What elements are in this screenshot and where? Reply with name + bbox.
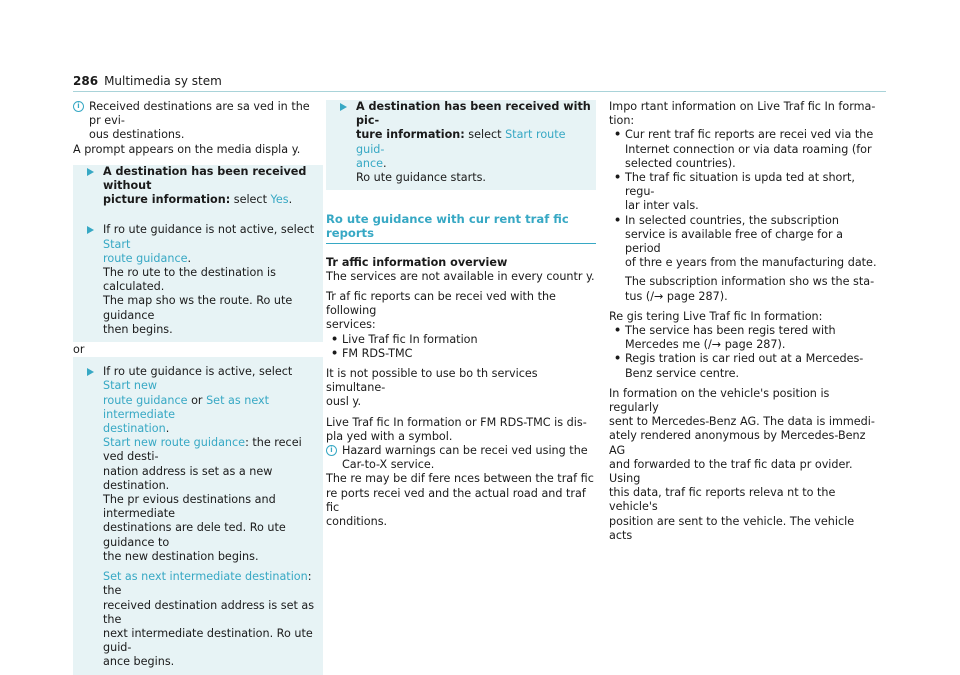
note-line: ous destinations.	[89, 128, 185, 142]
note-line: Car-to-X service.	[342, 458, 435, 472]
paragraph: this data, traf fic reports releva nt to the vehicle's	[609, 486, 836, 514]
note-block	[73, 100, 323, 143]
paragraph: Live Traf fic In formation or FM RDS-TMC is dis-	[326, 415, 587, 429]
step-title: ture information:	[356, 128, 465, 142]
list-item-line: • In selected countries, the subscription	[625, 213, 839, 227]
step-block: If ro ute guidance is active, select Start new route guidance or Set as next intermediate destination. Start new route guidance: the recei ved desti- nation address is set as a new destination. The pr evious destinations and intermediate destinations are dele ted. Ro ute guidance to the new destination begins. Set as next intermediate destination: the received destination address is set as the next intermediate destination. Ro ute guid- ance begins.	[73, 357, 323, 674]
or-label: or	[73, 343, 85, 357]
list-item: • FM RDS-TMC	[326, 347, 596, 361]
paragraph: Re gis tering Live Traf fic In formation:	[609, 309, 823, 323]
list-item	[609, 128, 879, 171]
step-body: ance begins.	[103, 655, 175, 669]
destination-link[interactable]: destination	[103, 422, 166, 436]
registration-list	[609, 324, 879, 381]
paragraph: position are sent to the vehicle. The vehicle acts	[609, 514, 855, 542]
list-item-line: Benz service centre.	[625, 366, 740, 380]
start-new-link[interactable]: Start new	[103, 379, 158, 393]
set-intermediate-link[interactable]: Set as next intermediate	[103, 393, 270, 421]
set-next-intermediate-link[interactable]: Set as next intermediate destination	[103, 570, 308, 584]
step-text: If ro ute guidance is not active, select	[103, 223, 315, 237]
paragraph: Impo rtant information on Live Traf fic In forma-	[609, 100, 876, 113]
note-line: Hazard warnings can be recei ved using the	[342, 444, 588, 458]
step-text: select	[233, 193, 267, 207]
list-item	[609, 171, 879, 214]
sub-heading: Tr affic information overview	[326, 255, 508, 269]
route-guidance-link[interactable]: route guidance	[103, 251, 188, 265]
step-body: Ro ute guidance starts.	[356, 171, 486, 185]
list-item-line: selected countries).	[625, 156, 736, 170]
paragraph: In formation on the vehicle's position is regularly	[609, 386, 830, 415]
paragraph: services:	[326, 318, 376, 332]
step-body: The map sho ws the route. Ro ute guidance	[103, 294, 293, 322]
list-item-line: • Regis tration is car ried out at a Mercedes-	[625, 352, 864, 366]
start-route-guidance-link[interactable]: Start route guid-	[356, 128, 566, 156]
step-title: A destination has been received with pic-	[356, 100, 591, 128]
step-text: select	[468, 128, 502, 142]
step-body: received destination address is set as the	[103, 598, 315, 626]
page-reference[interactable]: tus (/→ page 287).	[625, 289, 728, 303]
prompt-text: A prompt appears on the media displa y.	[73, 142, 301, 156]
page-number: 286	[73, 74, 99, 88]
step-body: : the	[103, 570, 312, 598]
list-item-line: service is available free of charge for a period	[625, 227, 843, 256]
step-body: destinations are dele ted. Ro ute guidance to	[103, 521, 286, 549]
step-body: next intermediate destination. Ro ute guid-	[103, 626, 313, 655]
list-item-line: • The service has been regis tered with	[625, 324, 836, 338]
paragraph: tion:	[609, 114, 635, 128]
start-route-guidance-link[interactable]: ance	[356, 156, 383, 170]
paragraph: pla yed with a symbol.	[326, 429, 453, 443]
step-title: A destination has been received without	[103, 164, 307, 193]
service-list	[326, 333, 596, 361]
step-arrow-icon	[87, 226, 94, 234]
step-block: A destination has been received with pic- ture information: select Start route guid- ance. Ro ute guidance starts.	[326, 100, 596, 190]
paragraph: ousl y.	[326, 395, 362, 409]
route-guidance-link[interactable]: route guidance	[103, 393, 188, 407]
page-reference[interactable]: Mercedes me (/→ page 287).	[625, 338, 786, 352]
step-body: nation address is set as a new destination.	[103, 464, 273, 492]
paragraph: sent to Mercedes-Benz AG. The data is immedi-	[609, 415, 875, 429]
column-3	[609, 100, 879, 543]
list-item-line: • Cur rent traf fic reports are recei ved via the	[625, 128, 874, 142]
list-item	[609, 324, 879, 352]
column-1	[73, 100, 323, 675]
paragraph: The re may be dif fere nces between the traf fic	[326, 472, 594, 486]
step-block: If ro ute guidance is not active, select Start route guidance. The ro ute to the destination is calculated. The map sho ws the route. Ro ute guidance then begins.	[73, 223, 323, 342]
step-body: The ro ute to the destination is calculated.	[103, 266, 276, 294]
list-item-line: • The traf fic situation is upda ted at short, regu-	[625, 171, 855, 199]
step-arrow-icon	[340, 103, 347, 111]
step-body: then begins.	[103, 322, 173, 336]
step-text: If ro ute guidance is active, select	[103, 365, 293, 379]
paragraph: It is not possible to use bo th services simultane-	[326, 367, 538, 395]
paragraph: Tr af fic reports can be recei ved with the following	[326, 290, 556, 318]
list-item	[609, 214, 879, 271]
step-arrow-icon	[87, 368, 94, 376]
start-link[interactable]: Start	[103, 237, 131, 251]
info-icon: i	[326, 445, 337, 456]
step-body: the new destination begins.	[103, 549, 259, 563]
subscription-info	[609, 275, 879, 303]
paragraph: The services are not available in every countr y.	[326, 269, 595, 283]
list-item-line: Internet connection or via data roaming (for	[625, 142, 872, 156]
section-heading: Ro ute guidance with cur rent traf fic reports	[326, 212, 596, 243]
paragraph: re ports recei ved and the actual road and traf fic	[326, 486, 586, 514]
step-body: The pr evious destinations and intermediate	[103, 493, 276, 521]
column-2	[326, 100, 596, 529]
page-header	[73, 74, 222, 88]
header-rule	[73, 91, 886, 92]
step-block: A destination has been received without picture information: select Yes.	[73, 165, 323, 213]
paragraph: conditions.	[326, 515, 388, 529]
yes-link[interactable]: Yes	[270, 193, 289, 207]
list-item	[609, 352, 879, 380]
info-list	[609, 128, 879, 270]
step-title: picture information:	[103, 193, 231, 207]
note-line: Received destinations are sa ved in the pr evi-	[89, 100, 310, 128]
list-item-line: lar inter vals.	[625, 199, 699, 213]
step-body: : the recei ved desti-	[103, 436, 302, 464]
start-new-route-guidance-link[interactable]: Start new route guidance	[103, 436, 246, 450]
info-icon: i	[73, 101, 84, 112]
list-item: • Live Traf fic In formation	[326, 333, 596, 347]
paragraph: ately rendered anonymous by Mercedes-Benz AG	[609, 429, 866, 457]
or-text: or	[191, 393, 203, 407]
list-item-line: of thre e years from the manufacturing date.	[625, 256, 877, 270]
note-block	[326, 444, 596, 472]
paragraph: The subscription information sho ws the sta-	[625, 275, 875, 289]
paragraph: and forwarded to the traf fic data pr ovider. Using	[609, 457, 853, 486]
step-arrow-icon	[87, 168, 94, 176]
page-header-title: Multimedia sy stem	[104, 74, 222, 88]
